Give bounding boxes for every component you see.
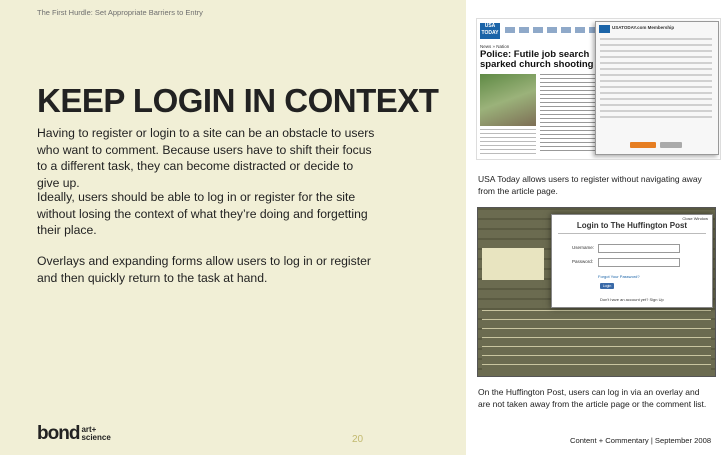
body-paragraph: Overlays and expanding forms allow users to log in or register and then quickly return to the task at hand. [37, 254, 371, 285]
article-photo [480, 74, 536, 126]
logo-sub-line-1: art+ [81, 425, 97, 434]
username-input [598, 244, 680, 253]
page-number: 20 [352, 434, 364, 445]
usa-today-screenshot [476, 18, 721, 160]
username-label: Username: [572, 245, 595, 250]
slide-headline: KEEP LOGIN IN CONTEXT [37, 82, 439, 119]
modal-title: USATODAY.com Membership [612, 25, 675, 30]
membership-modal [595, 21, 719, 155]
body-paragraph: Having to register or login to a site can be an obstacle to users who want to comment. Because users have to shift their focus to a different task, they can become distracted or decide to give up. [37, 126, 375, 190]
usa-today-logo: USA TODAY [480, 23, 500, 39]
usa-today-caption: USA Today allows users to register without navigating away from the article page. [478, 174, 702, 196]
modal-submit-button [630, 142, 656, 148]
huffington-caption: On the Huffington Post, users can log in via an overlay and are not taken away from the article page or the comment list. [478, 387, 707, 409]
overlay-title: Login to The Huffington Post [576, 221, 688, 230]
dimmed-panel [482, 248, 544, 280]
modal-logo [599, 25, 610, 33]
forgot-password-link: Forgot Your Password? [598, 274, 640, 279]
body-paragraph: Ideally, users should be able to log in or register for the site without losing the context of what they’re doing and forgetting their place. [37, 190, 368, 237]
logo-sub-line-2: science [81, 433, 111, 442]
article-sidebar-lines [480, 129, 536, 157]
bond-logo [37, 425, 111, 442]
login-button-label: Login [602, 284, 612, 288]
modal-form-lines [600, 38, 712, 118]
section-eyebrow: The First Hurdle: Set Appropriate Barriers to Entry [37, 8, 203, 17]
article-headline: Police: Futile job search sparked church shooting [480, 49, 594, 70]
password-input [598, 258, 680, 267]
article-text-lines [540, 74, 600, 154]
dimmed-comment-list [482, 310, 711, 370]
modal-cancel-button [660, 142, 682, 148]
overlay-divider [558, 233, 706, 234]
password-label: Password: [572, 259, 594, 264]
footer-right-text: Content + Commentary | September 2008 [570, 436, 712, 445]
login-overlay [551, 214, 713, 308]
logo-main-text: bond [37, 423, 80, 444]
login-button [600, 283, 614, 289]
huffington-screenshot [477, 207, 716, 377]
close-window-link: Close Window [682, 216, 708, 221]
article-breadcrumb: News » Nation [480, 44, 510, 49]
logo-sub-text [81, 426, 110, 442]
site-navbar [505, 27, 605, 33]
signup-prompt: Don't have an account yet? Sign Up [600, 297, 664, 302]
